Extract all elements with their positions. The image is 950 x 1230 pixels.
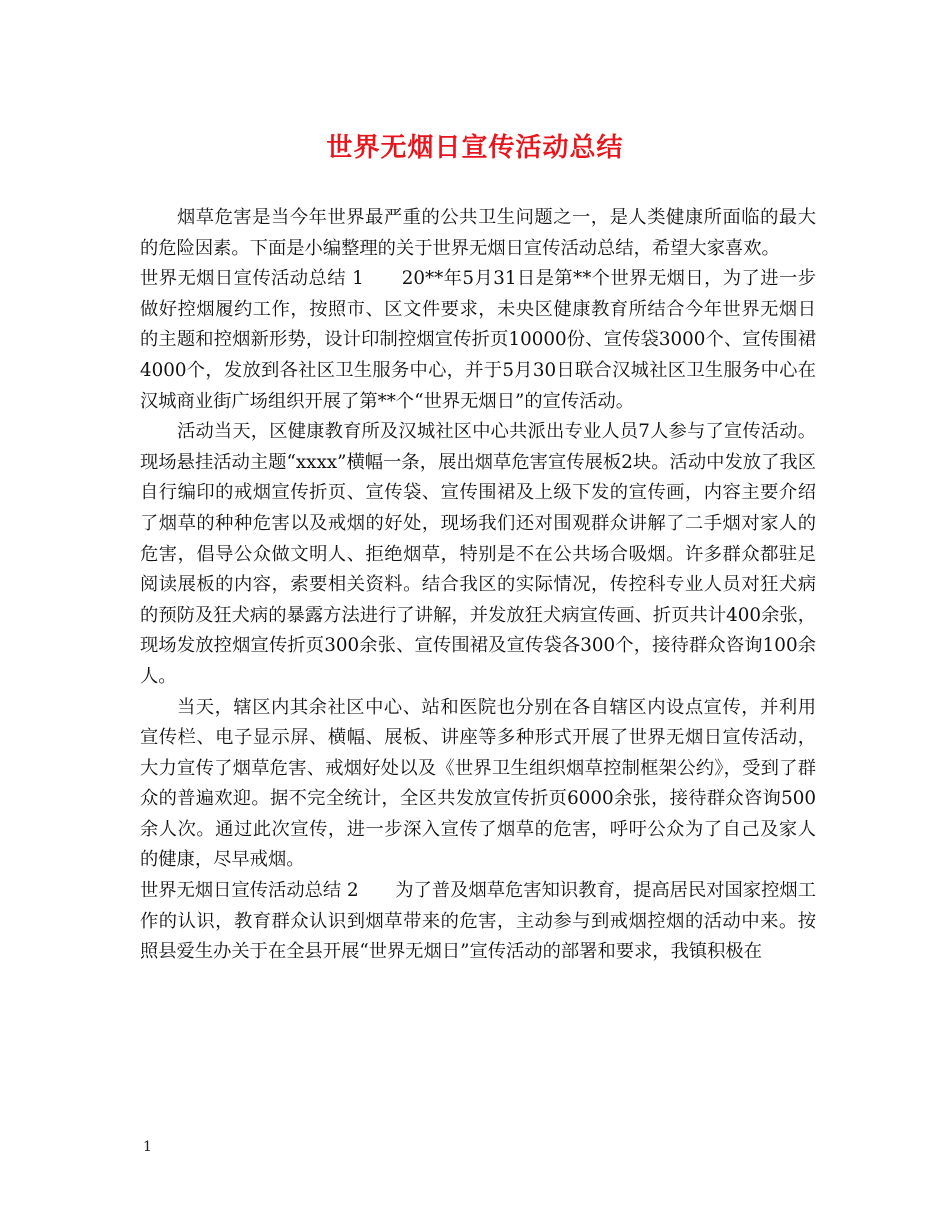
section-2-paragraph: 世界无烟日宣传活动总结 2 为了普及烟草危害知识教育，提高居民对国家控烟工作的认识，教育群众认识到烟草带来的危害，主动参与到戒烟控烟的活动中来。按照县爱生办关于在全县开展“世界无烟日”宣传活动的部署和要求，我镇积极在 bbox=[140, 880, 816, 963]
district-paragraph: 当天，辖区内其余社区中心、站和医院也分别在各自辖区内设点宣传，并利用宣传栏、电子显示屏、横幅、展板、讲座等多种形式开展了世界无烟日宣传活动，大力宣传了烟草危害、戒烟好处以及《世界卫生组织烟草控制框架公约》，受到了群众的普遍欢迎。据不完全统计，全区共发放宣传折页6000余张，接待群众咨询500余人次。通过此次宣传，进一步深入宣传了烟草的危害，呼吁公众为了自己及家人的健康，尽早戒烟。 bbox=[140, 696, 816, 871]
document-title: 世界无烟日宣传活动总结 bbox=[326, 133, 624, 163]
activity-day-paragraph: 活动当天，区健康教育所及汉城社区中心共派出专业人员7人参与了宣传活动。现场悬挂活动主题“xxxx”横幅一条，展出烟草危害宣传展板2块。活动中发放了我区自行编印的戒烟宣传折页、宣传袋、宣传围裙及上级下发的宣传画，内容主要介绍了烟草的种种危害以及戒烟的好处，现场我们还对围观群众讲解了二手烟对家人的危害，倡导公众做文明人、拒绝烟草，特别是不在公共场合吸烟。许多群众都驻足阅读展板的内容，索要相关资料。结合我区的实际情况，传控科专业人员对狂犬病的预防及狂犬病的暴露方法进行了讲解，并发放狂犬病宣传画、折页共计400余张，现场发放控烟宣传折页300余张、宣传围裙及宣传袋各300个，接待群众咨询100余人。 bbox=[140, 421, 816, 687]
intro-paragraph: 烟草危害是当今年世界最严重的公共卫生问题之一，是人类健康所面临的最大的危险因素。下面是小编整理的关于世界无烟日宣传活动总结，希望大家喜欢。 bbox=[140, 207, 816, 259]
page-number: 1 bbox=[143, 1139, 152, 1155]
section-1-paragraph: 世界无烟日宣传活动总结 1 20**年5月31日是第**个世界无烟日，为了进一步做好控烟履约工作，按照市、区文件要求，未央区健康教育所结合今年世界无烟日的主题和控烟新形势，设计印制控烟宣传折页10000份、宣传袋3000个、宣传围裙4000个，发放到各社区卫生服务中心，并于5月30日联合汉城社区卫生服务中心在汉城商业街广场组织开展了第**个“世界无烟日”的宣传活动。 bbox=[140, 268, 816, 412]
document-body bbox=[140, 203, 816, 968]
